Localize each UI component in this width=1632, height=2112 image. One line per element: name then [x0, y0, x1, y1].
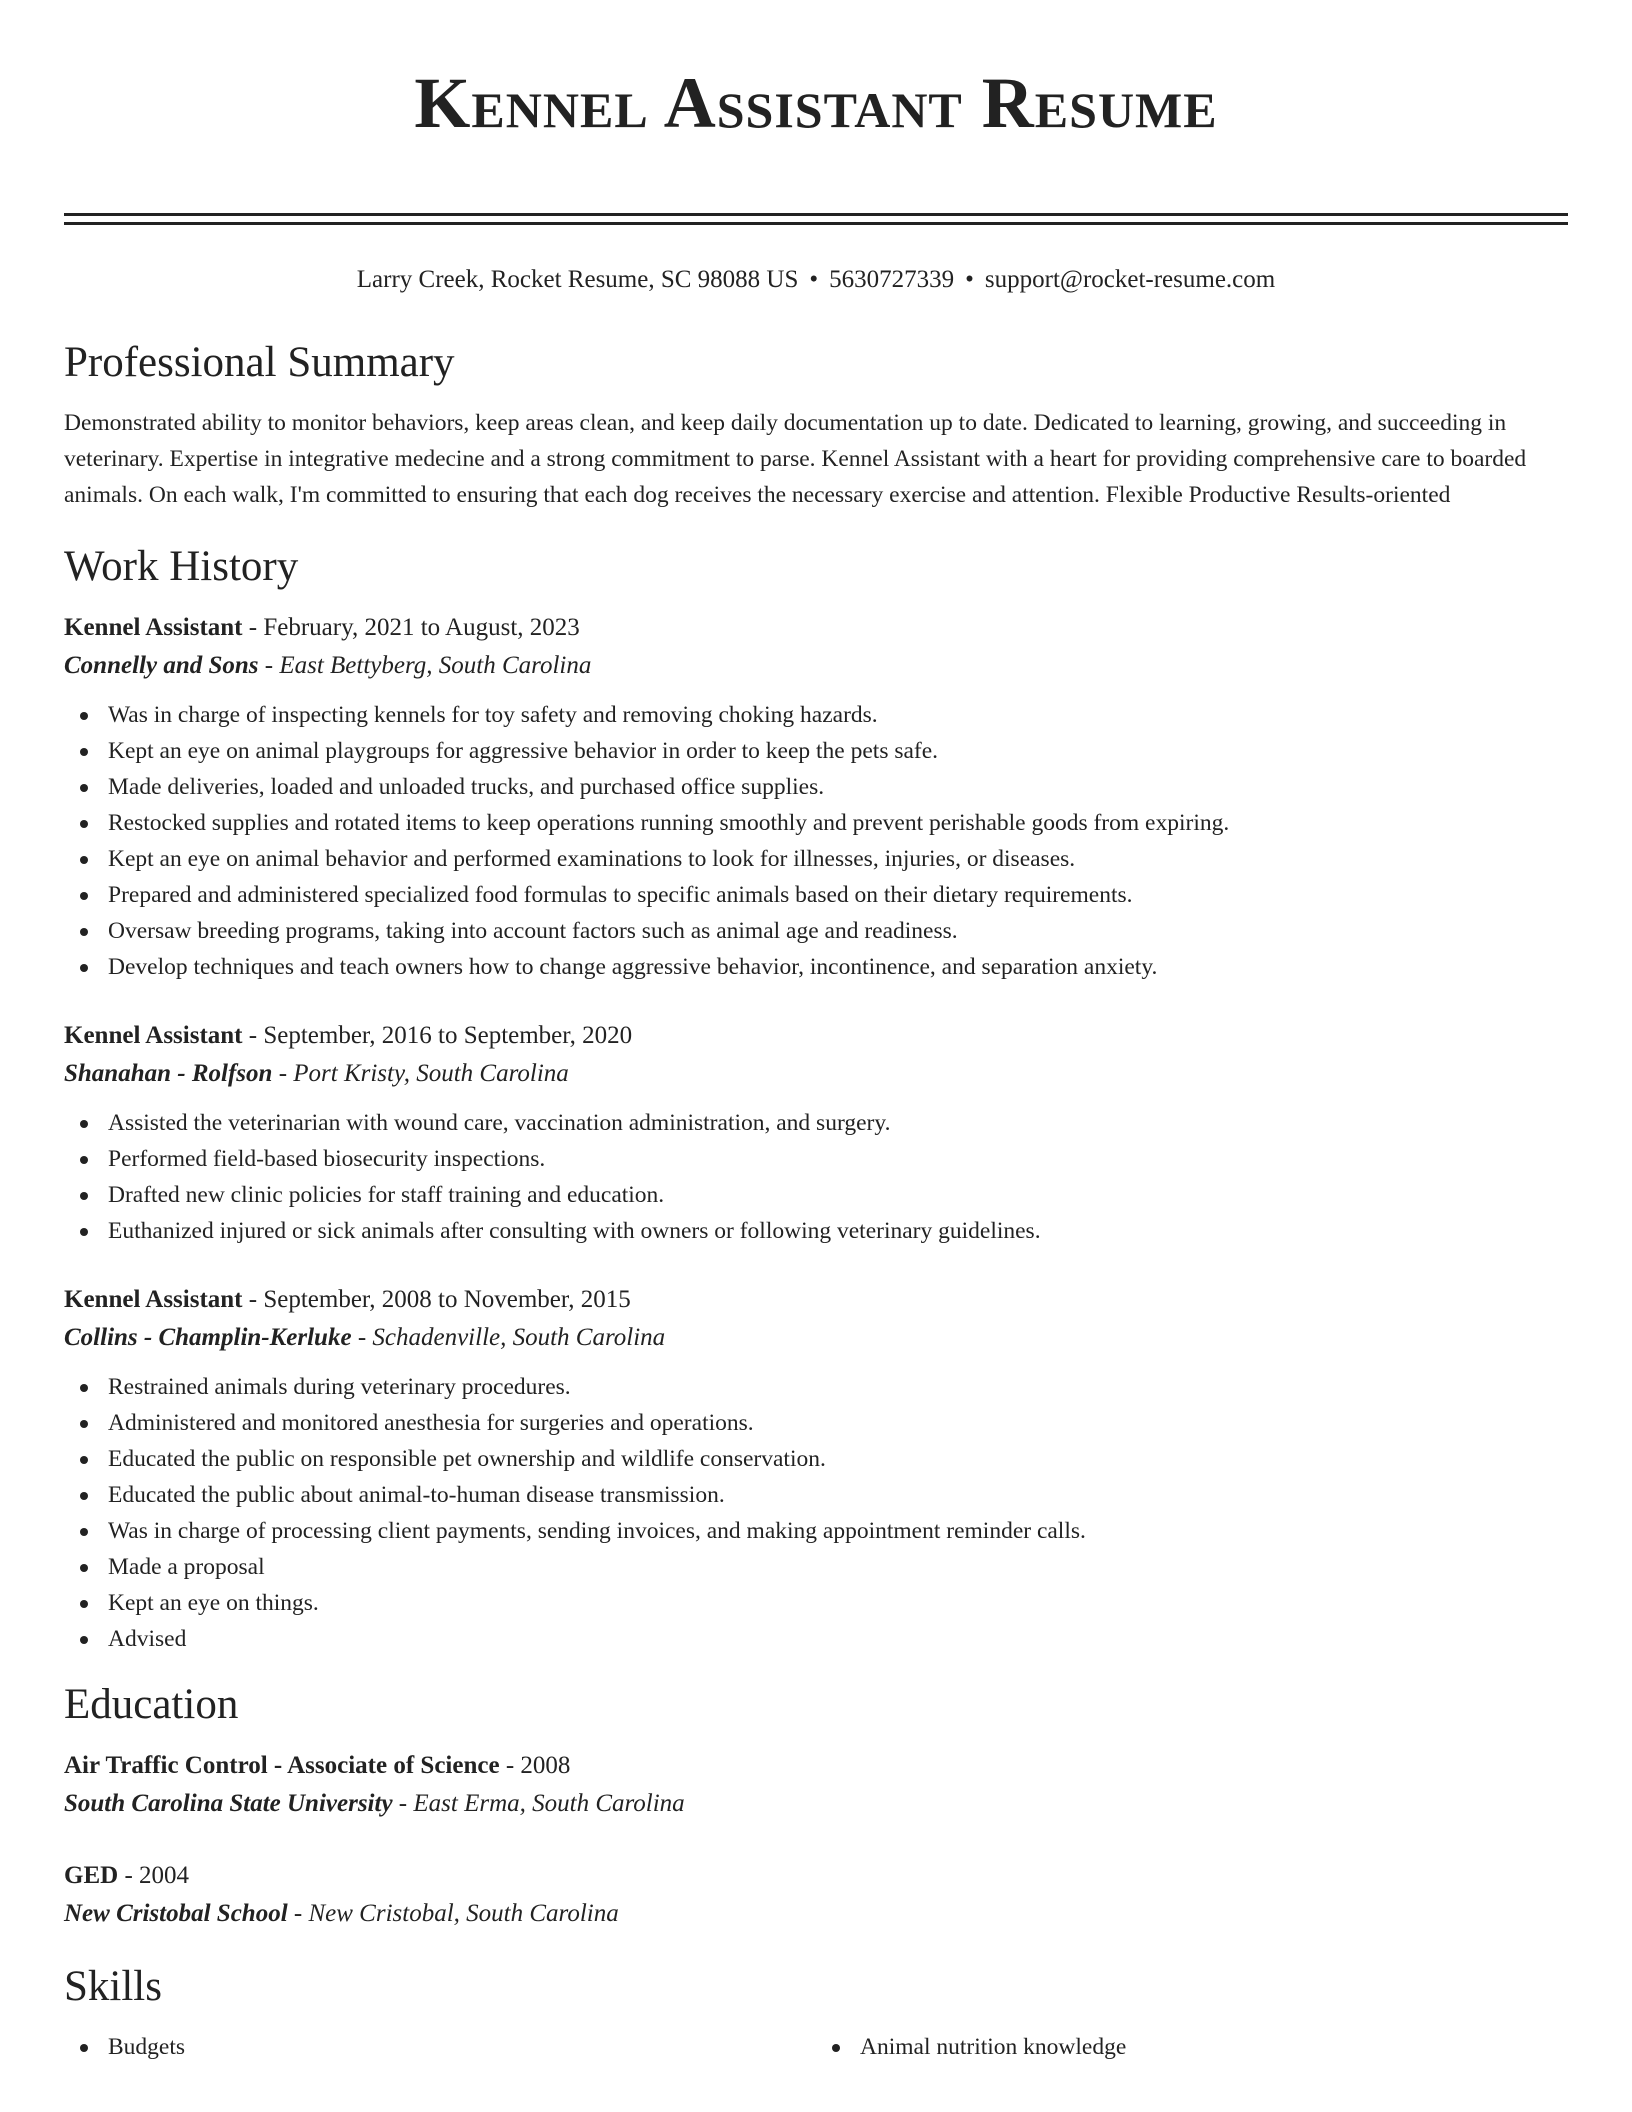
- list-item: Restrained animals during veterinary procedures.: [64, 1369, 1568, 1405]
- contact-line: [64, 263, 1568, 297]
- list-item: Educated the public on responsible pet ownership and wildlife conservation.: [64, 1441, 1568, 1477]
- list-item: Euthanized injured or sick animals after consulting with owners or following veterinary guidelines.: [64, 1213, 1568, 1249]
- list-item: Made a proposal: [64, 1549, 1568, 1585]
- school-line: [64, 1785, 1568, 1823]
- job-dates: - February, 2021 to August, 2023: [242, 614, 580, 641]
- school-name: South Carolina State University: [64, 1790, 393, 1817]
- job-title-line: [64, 1281, 1568, 1319]
- company-location: - Schadenville, South Carolina: [351, 1324, 666, 1351]
- degree-year: - 2008: [499, 1752, 571, 1779]
- list-item: Kept an eye on animal playgroups for aggressive behavior in order to keep the pets safe.: [64, 733, 1568, 769]
- list-item: Made deliveries, loaded and unloaded trucks, and purchased office supplies.: [64, 769, 1568, 805]
- list-item: Performed field-based biosecurity inspections.: [64, 1141, 1568, 1177]
- job-entry: [64, 609, 1568, 985]
- contact-phone: 5630727339: [829, 266, 955, 293]
- company-location: - East Bettyberg, South Carolina: [258, 652, 592, 679]
- job-duties: [64, 1105, 1568, 1249]
- education-entry: [64, 1857, 1568, 1933]
- skills-grid: [64, 2029, 1568, 2065]
- contact-email: support@rocket-resume.com: [984, 266, 1276, 293]
- school-line: [64, 1895, 1568, 1933]
- list-item: Develop techniques and teach owners how to change aggressive behavior, incontinence, and separation anxiety.: [64, 949, 1568, 985]
- contact-separator: •: [809, 266, 819, 293]
- job-title: Kennel Assistant: [64, 1022, 243, 1049]
- list-item: Restocked supplies and rotated items to keep operations running smoothly and prevent perishable goods from expiring.: [64, 805, 1568, 841]
- job-title: Kennel Assistant: [64, 614, 243, 641]
- school-location: - New Cristobal, South Carolina: [287, 1900, 619, 1927]
- company-line: [64, 1055, 1568, 1093]
- company-name: Shanahan - Rolfson: [64, 1060, 273, 1087]
- degree-name: GED: [64, 1862, 119, 1889]
- section-heading-work: Work History: [64, 543, 299, 590]
- job-duties: [64, 697, 1568, 985]
- company-name: Collins - Champlin-Kerluke: [64, 1324, 352, 1351]
- job-dates: - September, 2016 to September, 2020: [242, 1022, 633, 1049]
- degree-line: [64, 1747, 1568, 1785]
- list-item: Drafted new clinic policies for staff training and education.: [64, 1177, 1568, 1213]
- degree-name: Air Traffic Control - Associate of Science: [64, 1752, 500, 1779]
- job-title: Kennel Assistant: [64, 1286, 243, 1313]
- list-item: Animal nutrition knowledge: [816, 2029, 1568, 2065]
- job-entry: [64, 1017, 1568, 1249]
- section-heading-summary: Professional Summary: [64, 339, 455, 386]
- section-heading-education: Education: [64, 1681, 239, 1728]
- list-item: Oversaw breeding programs, taking into account factors such as animal age and readiness.: [64, 913, 1568, 949]
- list-item: Administered and monitored anesthesia for surgeries and operations.: [64, 1405, 1568, 1441]
- list-item: Kept an eye on things.: [64, 1585, 1568, 1621]
- degree-year: - 2004: [118, 1862, 190, 1889]
- list-item: Assisted the veterinarian with wound care, vaccination administration, and surgery.: [64, 1105, 1568, 1141]
- list-item: Budgets: [64, 2029, 816, 2065]
- company-name: Connelly and Sons: [64, 652, 259, 679]
- title-divider-top: [64, 213, 1568, 216]
- list-item: Prepared and administered specialized food formulas to specific animals based on their dietary requirements.: [64, 877, 1568, 913]
- list-item: Was in charge of processing client payments, sending invoices, and making appointment reminder calls.: [64, 1513, 1568, 1549]
- section-heading-skills: Skills: [64, 1963, 162, 2010]
- page-title: Kennel Assistant Resume: [414, 63, 1218, 143]
- company-location: - Port Kristy, South Carolina: [272, 1060, 569, 1087]
- job-title-line: [64, 609, 1568, 647]
- contact-address: Larry Creek, Rocket Resume, SC 98088 US: [356, 266, 799, 293]
- job-dates: - September, 2008 to November, 2015: [242, 1286, 631, 1313]
- job-duties: [64, 1369, 1568, 1657]
- skills-column-left: [64, 2029, 816, 2065]
- title-divider-bottom: [64, 222, 1568, 225]
- list-item: Advised: [64, 1621, 1568, 1657]
- contact-separator: •: [965, 266, 974, 293]
- company-line: [64, 647, 1568, 685]
- job-entry: [64, 1281, 1568, 1657]
- list-item: Kept an eye on animal behavior and performed examinations to look for illnesses, injuries, or diseases.: [64, 841, 1568, 877]
- school-location: - East Erma, South Carolina: [392, 1790, 685, 1817]
- degree-line: [64, 1857, 1568, 1895]
- skills-column-right: [816, 2029, 1568, 2065]
- list-item: Was in charge of inspecting kennels for toy safety and removing choking hazards.: [64, 697, 1568, 733]
- school-name: New Cristobal School: [64, 1900, 288, 1927]
- list-item: Educated the public about animal-to-human disease transmission.: [64, 1477, 1568, 1513]
- company-line: [64, 1319, 1568, 1357]
- summary-text: Demonstrated ability to monitor behaviors, keep areas clean, and keep daily documentation up to date. Dedicated to learning, growing, and succeeding in veterinary. Expertise in integrative medecine and a strong commitment to parse. Kennel Assistant with a heart for providing comprehensive care to boarded animals. On each walk, I'm committed to ensuring that each dog receives the necessary exercise and attention. Flexible Productive Results-oriented: [64, 410, 1527, 508]
- job-title-line: [64, 1017, 1568, 1055]
- education-entry: [64, 1747, 1568, 1823]
